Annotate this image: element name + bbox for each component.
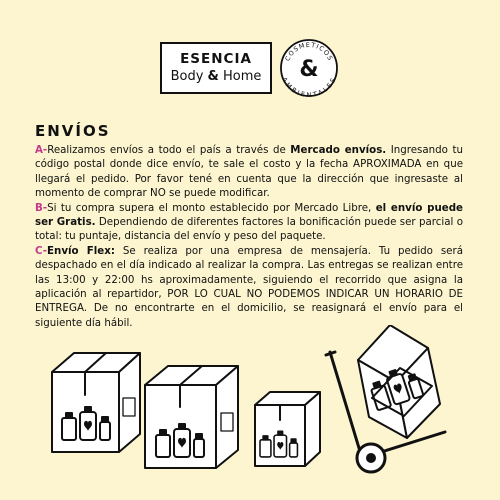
page-title: ENVÍOS xyxy=(35,122,111,140)
section-b-bold: el envío puede ser Gratis. xyxy=(35,201,463,229)
section-a-bold: Mercado envíos. xyxy=(290,144,387,156)
brand-name: ESENCIA xyxy=(180,51,252,67)
section-c xyxy=(35,244,463,330)
box-with-products-icon xyxy=(52,353,140,452)
section-c-label: C- xyxy=(35,244,48,257)
seal-top-text: COSMETICOS xyxy=(283,40,335,63)
seal-ampersand: & xyxy=(299,57,319,82)
section-a-text2: Ingresando tu código postal donde dice envío, te sale el costo y la fecha APROXIMADA en que llegará el pedido. Por favor tené en cuenta que la dirección que ingresaste al momento de comprar NO se puede modificar. xyxy=(35,144,463,200)
brand-subtitle-amp: & xyxy=(207,69,219,84)
section-b-label: B- xyxy=(35,201,48,214)
section-b xyxy=(35,201,463,244)
section-c-bold: Envío Flex: xyxy=(47,244,115,257)
shipping-info xyxy=(35,143,463,330)
brand-subtitle-body: Body xyxy=(170,69,208,84)
brand-logo xyxy=(160,42,272,94)
box-with-products-icon xyxy=(255,392,320,466)
brand-subtitle xyxy=(162,69,270,85)
section-a-label: A- xyxy=(35,144,48,156)
seal-bottom-text: AMBIENTALES xyxy=(280,76,338,98)
section-b-text2: Dependiendo de diferentes factores la bonificación puede ser parcial o total: tu puntaje, distancia del envío y peso del paquete. xyxy=(35,216,463,243)
section-a xyxy=(35,143,463,201)
section-a-text1: Realizamos envíos a todo el país a través de xyxy=(47,144,291,156)
box-with-products-icon xyxy=(145,366,238,468)
hand-truck-icon xyxy=(326,325,445,472)
seal-badge-icon xyxy=(279,38,339,98)
brand-subtitle-home: Home xyxy=(218,69,262,84)
section-b-text1: Si tu compra supera el monto establecido por Mercado Libre, xyxy=(47,201,376,214)
delivery-illustration xyxy=(0,325,500,500)
section-c-text2: Se realiza por una empresa de mensajería. Tu pedido será despachado en el día indicado al realizar la compra. Las entregas se realizan entre las 13:00 y 22:00 hs aproximadamente, siguiendo el recorrido que asigna la aplicación al repartidor, POR LO CUAL NO PODEMOS INDICAR UN HORARIO DE ENTREGA. De no encontrarte en el domicilio, se reasignará el envío para el siguiente día hábil. xyxy=(35,244,463,329)
